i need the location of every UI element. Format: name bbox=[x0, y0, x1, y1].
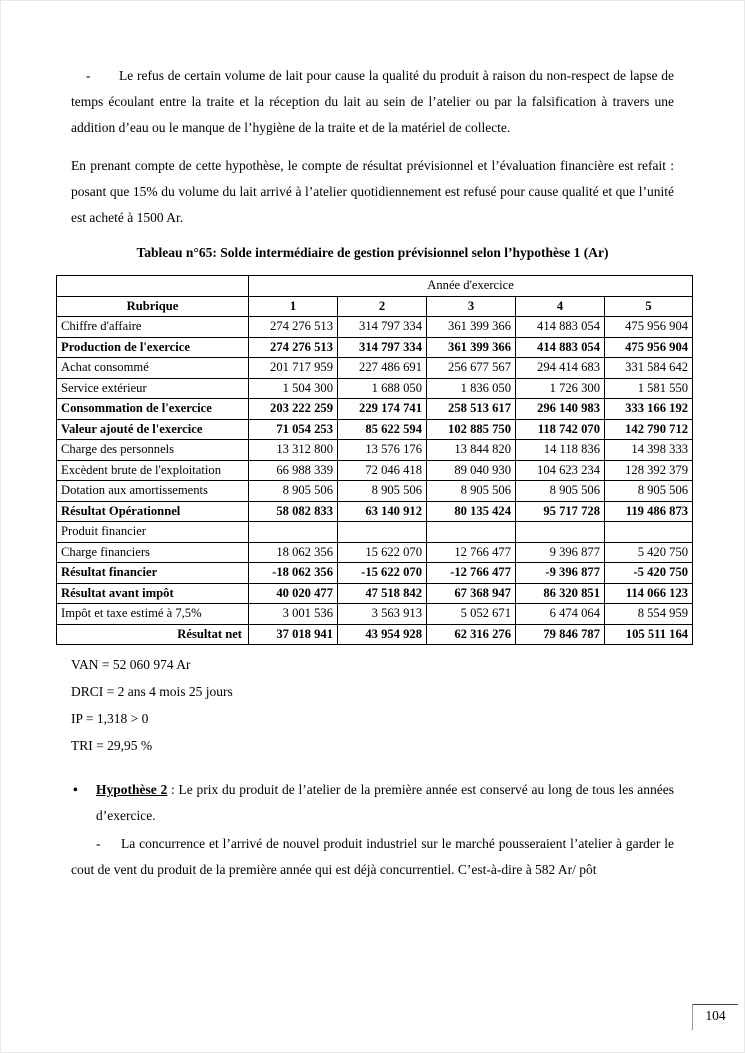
row-value: 43 954 928 bbox=[338, 624, 427, 645]
dash-bullet-marker: - bbox=[86, 68, 91, 83]
row-value: 274 276 513 bbox=[249, 317, 338, 338]
row-value: 85 622 594 bbox=[338, 419, 427, 440]
row-value: 15 622 070 bbox=[338, 542, 427, 563]
row-value bbox=[249, 522, 338, 543]
row-value: 274 276 513 bbox=[249, 337, 338, 358]
row-value: 414 883 054 bbox=[516, 317, 605, 338]
row-value: 18 062 356 bbox=[249, 542, 338, 563]
row-value: 3 563 913 bbox=[338, 604, 427, 625]
bullet-point-marker: • bbox=[73, 782, 78, 797]
row-value: 14 398 333 bbox=[605, 440, 693, 461]
row-value: 72 046 418 bbox=[338, 460, 427, 481]
row-label: Résultat avant impôt bbox=[57, 583, 249, 604]
row-value: 86 320 851 bbox=[516, 583, 605, 604]
page-number: 104 bbox=[692, 1004, 738, 1030]
table-row bbox=[57, 624, 693, 645]
row-value: 119 486 873 bbox=[605, 501, 693, 522]
row-value: 361 399 366 bbox=[427, 317, 516, 338]
table-body bbox=[57, 317, 693, 645]
intro-bullet-paragraph bbox=[71, 63, 674, 141]
row-value: 333 166 192 bbox=[605, 399, 693, 420]
row-value: 14 118 836 bbox=[516, 440, 605, 461]
row-value: 95 717 728 bbox=[516, 501, 605, 522]
row-value: 8 905 506 bbox=[427, 481, 516, 502]
hypothesis-paragraph: En prenant compte de cette hypothèse, le compte de résultat prévisionnel et l’évaluation financière est refait : posant que 15% du volume du lait arrivé à l’atelier quotidiennement est refusé pour cause qualité et que l’unité est acheté à 1500 Ar. bbox=[71, 158, 674, 225]
table-row bbox=[57, 583, 693, 604]
row-value: 314 797 334 bbox=[338, 317, 427, 338]
table-row bbox=[57, 563, 693, 584]
row-value: 1 581 550 bbox=[605, 378, 693, 399]
row-value: 58 082 833 bbox=[249, 501, 338, 522]
col-header-year3: 3 bbox=[427, 296, 516, 317]
tri-indicator: TRI = 29,95 % bbox=[71, 738, 153, 753]
table-row bbox=[57, 419, 693, 440]
table-row bbox=[57, 604, 693, 625]
row-value: 8 905 506 bbox=[338, 481, 427, 502]
row-label: Résultat net bbox=[57, 624, 249, 645]
row-value: 12 766 477 bbox=[427, 542, 516, 563]
row-label: Produit financier bbox=[57, 522, 249, 543]
row-value bbox=[338, 522, 427, 543]
table-row bbox=[57, 481, 693, 502]
year-group-header: Année d'exercice bbox=[249, 276, 693, 297]
row-value: 104 623 234 bbox=[516, 460, 605, 481]
row-label: Consommation de l'exercice bbox=[57, 399, 249, 420]
row-value: 71 054 253 bbox=[249, 419, 338, 440]
row-value: 8 554 959 bbox=[605, 604, 693, 625]
row-value: 475 956 904 bbox=[605, 317, 693, 338]
row-value: 5 052 671 bbox=[427, 604, 516, 625]
row-value: 1 504 300 bbox=[249, 378, 338, 399]
table-row bbox=[57, 440, 693, 461]
drci-indicator: DRCI = 2 ans 4 mois 25 jours bbox=[71, 684, 233, 699]
row-label: Achat consommé bbox=[57, 358, 249, 379]
row-value: 361 399 366 bbox=[427, 337, 516, 358]
row-value: 314 797 334 bbox=[338, 337, 427, 358]
row-value: 256 677 567 bbox=[427, 358, 516, 379]
row-value: 128 392 379 bbox=[605, 460, 693, 481]
row-value: 13 312 800 bbox=[249, 440, 338, 461]
table-row bbox=[57, 399, 693, 420]
hypothesis2-detail-text: La concurrence et l’arrivé de nouvel produit industriel sur le marché pousseraient l’atelier à garder le cout de vent du produit de la première année qui est déjà concurrentiel. C’est-à-dire à 582 Ar/ pôt bbox=[71, 836, 674, 877]
row-value: 66 988 339 bbox=[249, 460, 338, 481]
row-value: 79 846 787 bbox=[516, 624, 605, 645]
row-label: Excèdent brute de l'exploitation bbox=[57, 460, 249, 481]
row-value: 105 511 164 bbox=[605, 624, 693, 645]
table-row bbox=[57, 358, 693, 379]
col-header-year2: 2 bbox=[338, 296, 427, 317]
van-indicator: VAN = 52 060 974 Ar bbox=[71, 657, 191, 672]
table-row bbox=[57, 337, 693, 358]
row-value: -5 420 750 bbox=[605, 563, 693, 584]
row-value: 13 576 176 bbox=[338, 440, 427, 461]
row-value: 47 518 842 bbox=[338, 583, 427, 604]
col-header-year4: 4 bbox=[516, 296, 605, 317]
row-value: 118 742 070 bbox=[516, 419, 605, 440]
row-value: 258 513 617 bbox=[427, 399, 516, 420]
sig-table bbox=[56, 275, 693, 645]
row-value: 8 905 506 bbox=[249, 481, 338, 502]
table-row bbox=[57, 317, 693, 338]
row-value: 63 140 912 bbox=[338, 501, 427, 522]
page-content bbox=[1, 1, 744, 883]
row-label: Production de l'exercice bbox=[57, 337, 249, 358]
row-label: Charge des personnels bbox=[57, 440, 249, 461]
row-label: Impôt et taxe estimé à 7,5% bbox=[57, 604, 249, 625]
financial-indicators bbox=[71, 651, 674, 759]
row-label: Résultat Opérationnel bbox=[57, 501, 249, 522]
row-value: 475 956 904 bbox=[605, 337, 693, 358]
hypothesis2-title: Hypothèse 2 bbox=[96, 782, 168, 797]
row-value: 62 316 276 bbox=[427, 624, 516, 645]
row-value: 227 486 691 bbox=[338, 358, 427, 379]
row-value: 142 790 712 bbox=[605, 419, 693, 440]
row-value bbox=[516, 522, 605, 543]
table-header-group-row bbox=[57, 276, 693, 297]
row-value: 40 020 477 bbox=[249, 583, 338, 604]
table-row bbox=[57, 460, 693, 481]
row-value: 89 040 930 bbox=[427, 460, 516, 481]
row-value: 114 066 123 bbox=[605, 583, 693, 604]
table-row bbox=[57, 522, 693, 543]
hypothesis2-paragraph bbox=[71, 777, 674, 829]
row-label: Dotation aux amortissements bbox=[57, 481, 249, 502]
row-value: 67 368 947 bbox=[427, 583, 516, 604]
blank-header-cell bbox=[57, 276, 249, 297]
row-value: 201 717 959 bbox=[249, 358, 338, 379]
row-value bbox=[605, 522, 693, 543]
row-value: 102 885 750 bbox=[427, 419, 516, 440]
row-value: 8 905 506 bbox=[605, 481, 693, 502]
intro-bullet-text: Le refus de certain volume de lait pour cause la qualité du produit à raison du non-respect de lapse de temps écoulant entre la traite et la réception du lait au sein de l’atelier ou par la falsification à travers une addition d’eau ou le manque de l’hygiène de la traite et de la matériel de collecte. bbox=[71, 68, 674, 135]
hypothesis2-detail-paragraph bbox=[71, 831, 674, 883]
row-label: Charge financiers bbox=[57, 542, 249, 563]
row-value: 1 688 050 bbox=[338, 378, 427, 399]
row-value: 6 474 064 bbox=[516, 604, 605, 625]
row-label: Chiffre d'affaire bbox=[57, 317, 249, 338]
row-value: 1 836 050 bbox=[427, 378, 516, 399]
row-value: 203 222 259 bbox=[249, 399, 338, 420]
col-header-year1: 1 bbox=[249, 296, 338, 317]
row-value: 80 135 424 bbox=[427, 501, 516, 522]
row-value: 229 174 741 bbox=[338, 399, 427, 420]
row-value: 331 584 642 bbox=[605, 358, 693, 379]
row-value: 13 844 820 bbox=[427, 440, 516, 461]
dash-bullet-marker: - bbox=[96, 836, 101, 851]
row-label: Résultat financier bbox=[57, 563, 249, 584]
col-header-year5: 5 bbox=[605, 296, 693, 317]
col-header-rubrique: Rubrique bbox=[57, 296, 249, 317]
row-value: 8 905 506 bbox=[516, 481, 605, 502]
row-value: 294 414 683 bbox=[516, 358, 605, 379]
row-value: 1 726 300 bbox=[516, 378, 605, 399]
row-value: -12 766 477 bbox=[427, 563, 516, 584]
table-header-row bbox=[57, 296, 693, 317]
row-value: -15 622 070 bbox=[338, 563, 427, 584]
table-wrapper bbox=[56, 275, 692, 645]
row-value: 414 883 054 bbox=[516, 337, 605, 358]
row-value: 5 420 750 bbox=[605, 542, 693, 563]
table-row bbox=[57, 378, 693, 399]
row-value bbox=[427, 522, 516, 543]
ip-indicator: IP = 1,318 > 0 bbox=[71, 711, 149, 726]
table-title: Tableau n°65: Solde intermédiaire de gestion prévisionnel selon l’hypothèse 1 (Ar) bbox=[136, 245, 609, 260]
row-value: 296 140 983 bbox=[516, 399, 605, 420]
table-row bbox=[57, 501, 693, 522]
row-value: 9 396 877 bbox=[516, 542, 605, 563]
row-value: -9 396 877 bbox=[516, 563, 605, 584]
row-label: Service extérieur bbox=[57, 378, 249, 399]
row-value: 37 018 941 bbox=[249, 624, 338, 645]
row-label: Valeur ajouté de l'exercice bbox=[57, 419, 249, 440]
row-value: -18 062 356 bbox=[249, 563, 338, 584]
table-row bbox=[57, 542, 693, 563]
row-value: 3 001 536 bbox=[249, 604, 338, 625]
hypothesis2-title-suffix: : Le prix du produit de l’atelier de la première année est conservé au long de tous les années d’exercice. bbox=[96, 782, 675, 823]
